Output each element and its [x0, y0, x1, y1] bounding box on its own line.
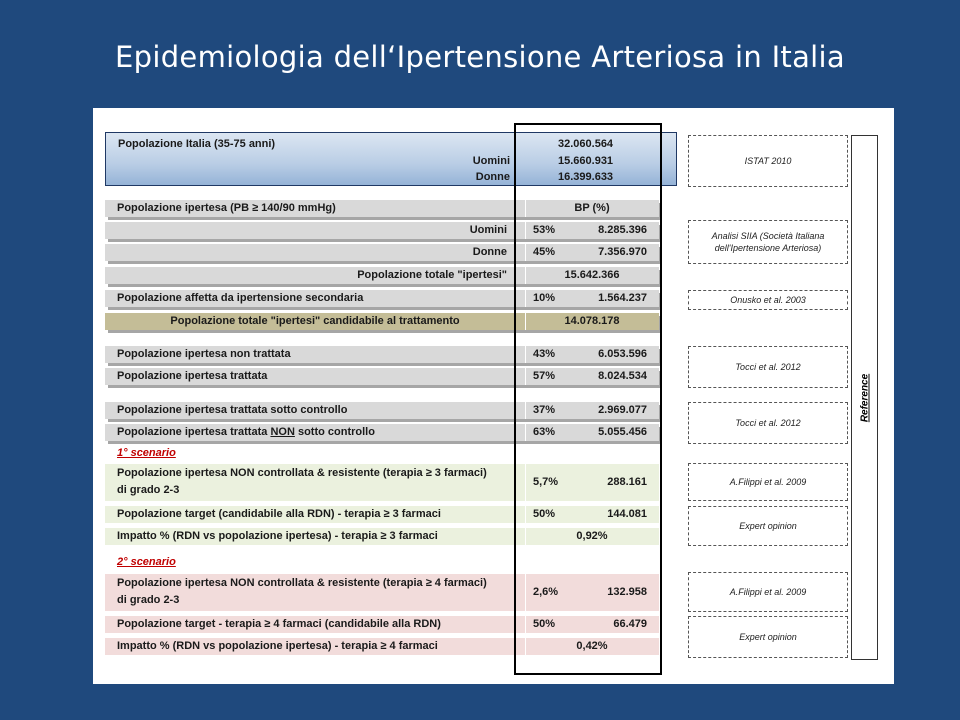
row-percent: 2,6%	[533, 586, 559, 598]
row-label: Popolazione target - terapia ≥ 4 farmaci (candidabile alla RDN)	[117, 618, 441, 630]
row-value: 7.356.970	[598, 246, 647, 258]
row-label: Popolazione ipertesa trattata	[117, 370, 268, 382]
reference-siia-line2: dell'Ipertensione Arteriosa)	[714, 243, 822, 253]
reference-onusko: Onusko et al. 2003	[688, 290, 848, 310]
row-percent: 50%	[533, 508, 556, 520]
row-label: Popolazione ipertesa NON controllata & resistente (terapia ≥ 3 farmaci)	[117, 467, 487, 479]
row-label-part: Popolazione ipertesa trattata	[117, 426, 271, 438]
row-label: Donne	[472, 246, 507, 258]
row-label: Popolazione ipertesa NON controllata & resistente (terapia ≥ 4 farmaci)	[117, 577, 487, 589]
row-value: 2.969.077	[598, 404, 647, 416]
italy-men-value: 15.660.931	[558, 155, 614, 167]
row-label: Popolazione affetta da ipertensione secondaria	[117, 292, 364, 304]
row-label	[117, 426, 375, 438]
row-value: 5.055.456	[598, 426, 647, 438]
scenario-1-title: 1° scenario	[117, 447, 176, 459]
row-value: 288.161	[607, 476, 647, 488]
row-percent: 57%	[533, 370, 556, 382]
reference-siia-line1: Analisi SIIA (Società Italiana	[711, 231, 825, 241]
row-percent: 5,7%	[533, 476, 559, 488]
row-label: Uomini	[469, 224, 507, 236]
row-label: Popolazione ipertesa non trattata	[117, 348, 291, 360]
row-label-emphasis: NON	[270, 426, 295, 438]
row-percent: 37%	[533, 404, 556, 416]
row-value: 1.564.237	[598, 292, 647, 304]
reference-side-label-box	[851, 135, 878, 660]
row-label-line2: di grado 2-3	[117, 484, 180, 496]
row-value: 0,92%	[576, 530, 608, 542]
row-value: 132.958	[607, 586, 647, 598]
row-value: 15.642.366	[564, 269, 620, 281]
row-value: 66.479	[613, 618, 647, 630]
row-value: 8.285.396	[598, 224, 647, 236]
row-percent: 53%	[533, 224, 556, 236]
row-value: 0,42%	[576, 640, 608, 652]
row-value: 14.078.178	[564, 315, 620, 327]
highlight-frame	[514, 123, 662, 675]
row-label-part: sotto controllo	[294, 426, 375, 438]
italy-population-label: Popolazione Italia (35-75 anni)	[118, 138, 276, 150]
reference-side-label: Reference	[859, 373, 870, 422]
reference-expert-2: Expert opinion	[688, 616, 848, 658]
reference-expert-1: Expert opinion	[688, 506, 848, 546]
row-percent: 43%	[533, 348, 556, 360]
scenario-2-title: 2° scenario	[117, 556, 176, 568]
row-value: BP (%)	[574, 202, 610, 214]
reference-siia	[688, 220, 848, 264]
row-label: Popolazione totale "ipertesi" candidabile al trattamento	[170, 315, 460, 327]
table-panel	[93, 108, 894, 684]
reference-filippi-2: A.Filippi et al. 2009	[688, 572, 848, 612]
row-percent: 10%	[533, 292, 556, 304]
row-label: Popolazione ipertesa trattata sotto controllo	[117, 404, 348, 416]
reference-istat: ISTAT 2010	[688, 135, 848, 187]
slide-title: Epidemiologia dell‘Ipertensione Arteriosa in Italia	[115, 40, 845, 74]
row-label-line2: di grado 2-3	[117, 594, 180, 606]
reference-tocci-1: Tocci et al. 2012	[688, 346, 848, 388]
italy-women-value: 16.399.633	[558, 171, 614, 183]
row-percent: 50%	[533, 618, 556, 630]
row-percent: 63%	[533, 426, 556, 438]
row-label: Impatto % (RDN vs popolazione ipertesa) - terapia ≥ 3 farmaci	[117, 530, 438, 542]
row-label: Impatto % (RDN vs popolazione ipertesa) - terapia ≥ 4 farmaci	[117, 640, 438, 652]
row-value: 8.024.534	[598, 370, 647, 382]
row-value: 144.081	[607, 508, 647, 520]
italy-population-total: 32.060.564	[558, 138, 614, 150]
italy-men-label: Uomini	[472, 155, 510, 167]
row-label: Popolazione target (candidabile alla RDN) - terapia ≥ 3 farmaci	[117, 508, 441, 520]
row-percent: 45%	[533, 246, 556, 258]
italy-women-label: Donne	[475, 171, 510, 183]
reference-filippi-1: A.Filippi et al. 2009	[688, 463, 848, 501]
row-value: 6.053.596	[598, 348, 647, 360]
reference-tocci-2: Tocci et al. 2012	[688, 402, 848, 444]
row-label: Popolazione totale "ipertesi"	[357, 269, 507, 281]
row-label: Popolazione ipertesa (PB ≥ 140/90 mmHg)	[117, 202, 336, 214]
